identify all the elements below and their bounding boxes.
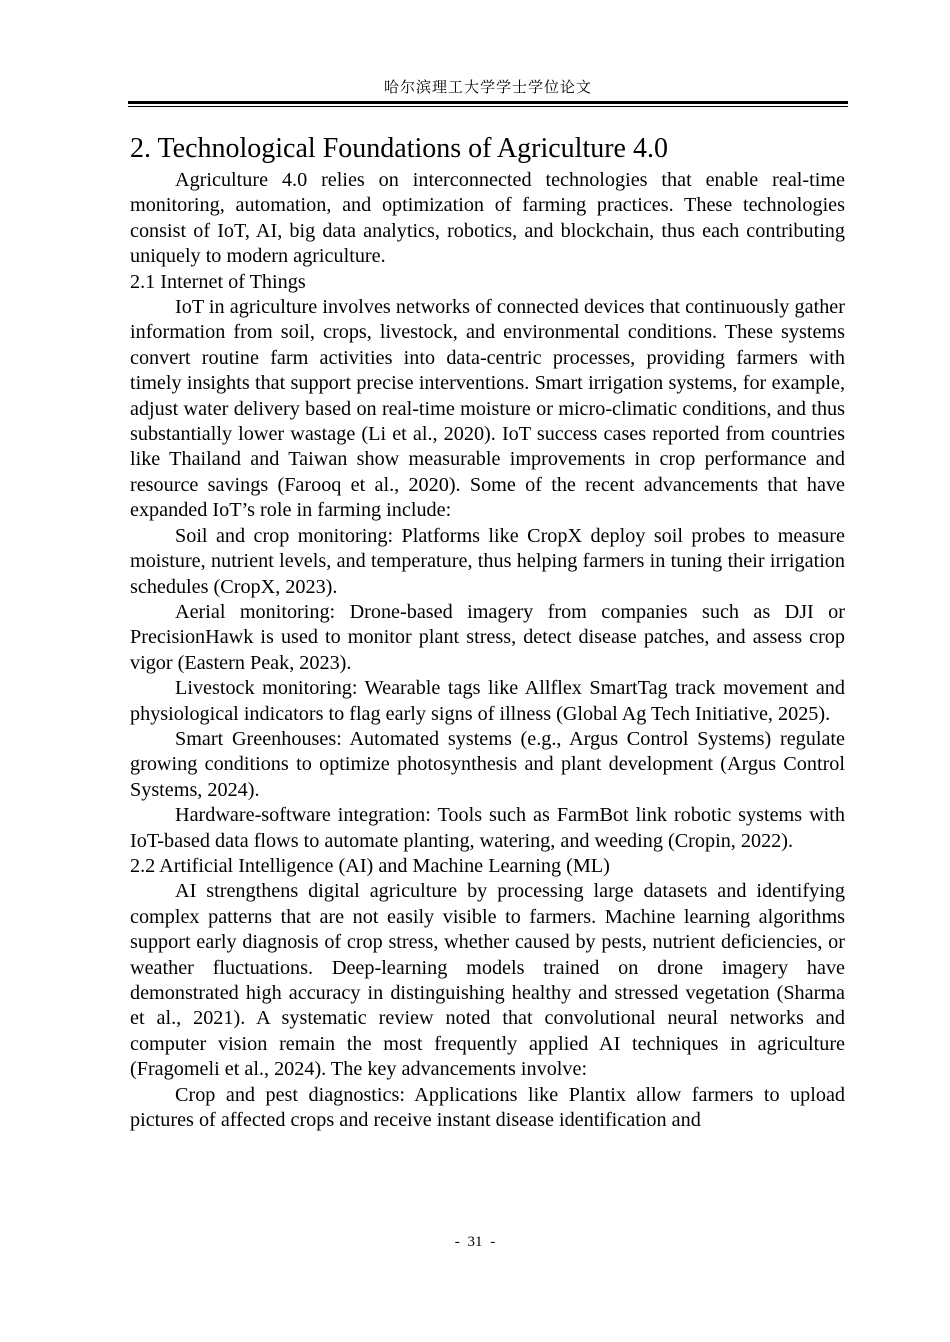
header-rule (128, 101, 848, 104)
header-rule-thin (128, 106, 848, 107)
subsection-heading-ai-ml: 2.2 Artificial Intelligence (AI) and Machine Learning (ML) (130, 854, 610, 877)
livestock-monitoring-paragraph: Livestock monitoring: Wearable tags like Allflex SmartTag track movement and physiological indicators to flag early signs of illness (Global Ag Tech Initiative, 2025). (130, 677, 845, 725)
page-body (130, 130, 845, 1133)
running-header: 哈尔滨理工大学学士学位论文 (383, 80, 592, 96)
subsection-heading-iot: 2.1 Internet of Things (130, 270, 306, 293)
soil-crop-monitoring-paragraph: Soil and crop monitoring: Platforms like CropX deploy soil probes to measure moisture, nutrient levels, and temperature, thus helping farmers in tuning their irrigation schedules (CropX, 2023). (130, 524, 845, 598)
section-intro-paragraph: Agriculture 4.0 relies on interconnected technologies that enable real-time monitoring, automation, and optimization of farming practices. These technologies consist of IoT, AI, big data analytics, robotics, and blockchain, thus each contributing uniquely to modern agriculture. (130, 169, 845, 268)
ai-overview-paragraph: AI strengthens digital agriculture by processing large datasets and identifying complex patterns that are not easily visible to farmers. Machine learning algorithms support early diagnosis of crop stress, whether caused by pests, nutrient deficiencies, or weather fluctuations. Deep-learning models trained on drone imagery have demonstrated high accuracy in distinguishing healthy and stressed vegetation (Sharma et al., 2021). A systematic review noted that convolutional neural networks and computer vision remain the most frequently applied AI techniques in agriculture (Fragomeli et al., 2024). The key advancements involve: (130, 880, 845, 1081)
aerial-monitoring-paragraph: Aerial monitoring: Drone-based imagery from companies such as DJI or PrecisionHawk is used to monitor plant stress, detect disease patches, and assess crop vigor (Eastern Peak, 2023). (130, 600, 845, 674)
hardware-software-integration-paragraph: Hardware-software integration: Tools such as FarmBot link robotic systems with IoT-based data flows to automate planting, watering, and weeding (Cropin, 2022). (130, 804, 845, 852)
page-number: - 31 - (454, 1234, 496, 1250)
smart-greenhouses-paragraph: Smart Greenhouses: Automated systems (e.g., Argus Control Systems) regulate growing conditions to optimize photosynthesis and plant development (Argus Control Systems, 2024). (130, 727, 845, 801)
section-heading: 2. Technological Foundations of Agriculture 4.0 (130, 133, 668, 164)
iot-overview-paragraph: IoT in agriculture involves networks of connected devices that continuously gather information from soil, crops, livestock, and environmental conditions. These systems convert routine farm activities into data-centric processes, providing farmers with timely insights that support precise interventions. Smart irrigation systems, for example, adjust water delivery based on real-time moisture or micro-climatic conditions, and thus substantially lower wastage (Li et al., 2020). IoT success cases reported from countries like Thailand and Taiwan show measurable improvements in crop performance and resource savings (Farooq et al., 2020). Some of the recent advancements that have expanded IoT’s role in farming include: (130, 296, 845, 522)
crop-pest-diagnostics-paragraph: Crop and pest diagnostics: Applications like Plantix allow farmers to upload pictures of affected crops and receive instant disease identification and (130, 1083, 845, 1132)
